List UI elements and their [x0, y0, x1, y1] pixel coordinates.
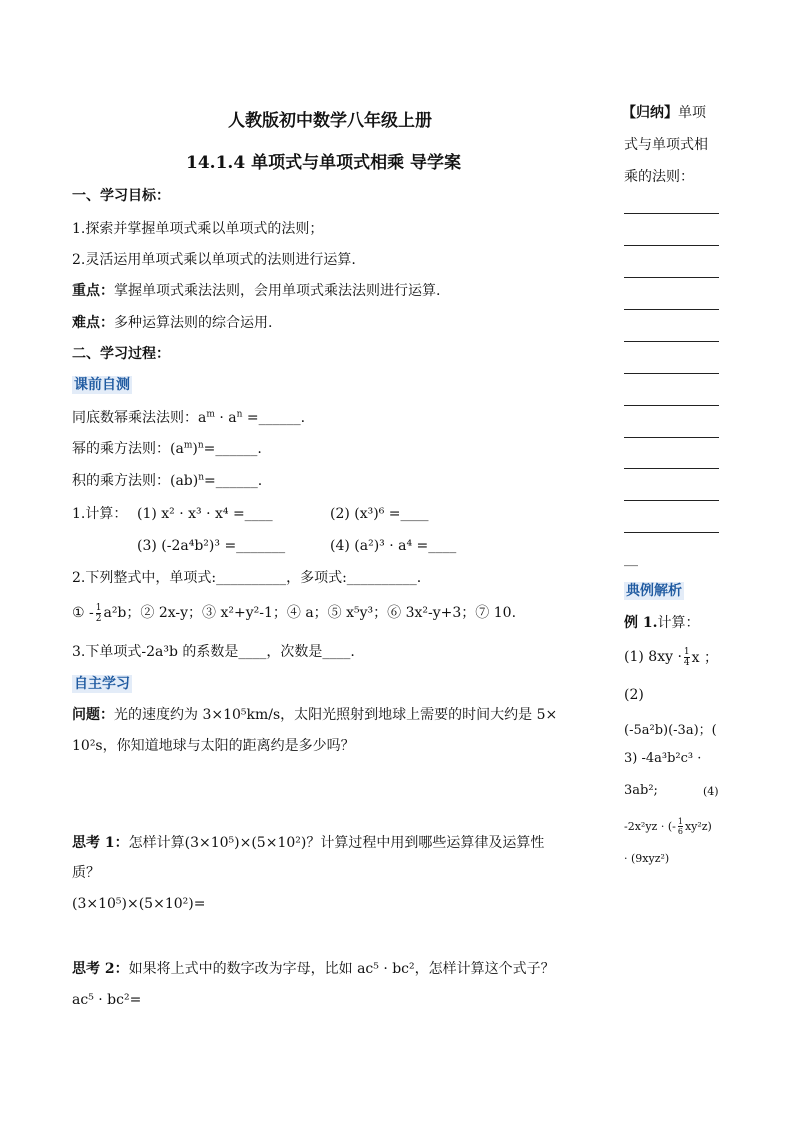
think-2-label: 思考 2：: [72, 961, 129, 977]
key-label: 重点：: [72, 283, 114, 299]
think-1-text-1: 怎样计算(3×10⁵)×(5×10²)？计算过程中用到哪些运算律及运算性: [128, 835, 545, 851]
think-1-label: 思考 1：: [72, 835, 129, 851]
key-point: [72, 284, 440, 298]
question-3: 3.下单项式-2a³b 的系数是____，次数是____.: [72, 644, 355, 660]
think-1-answer: (3×10⁵)×(5×10²)=: [72, 896, 206, 912]
example-2-a: (2): [624, 687, 644, 703]
example-2-b: (-5a²b)(-3a)；(: [624, 723, 717, 738]
calc-1: (1) x² · x³ · x⁴ =____: [137, 506, 273, 522]
page-subtitle: 14.1.4 单项式与单项式相乘 导学案: [186, 153, 461, 173]
rule-1-mid: · a: [214, 410, 237, 426]
answer-line[interactable]: [624, 500, 719, 501]
answer-line[interactable]: [624, 468, 719, 469]
summary-line-2: 式与单项式相: [624, 137, 708, 153]
rule-2-prefix: 幂的乘方法则：(a: [72, 441, 184, 457]
difficulty-point: [72, 316, 272, 330]
question-2-items: [72, 598, 516, 628]
calc-label: 1.计算：: [72, 506, 128, 522]
summary-line-3: 乘的法则：: [624, 169, 694, 185]
example-label: [624, 580, 684, 600]
example-heading-text: 计算：: [657, 615, 700, 631]
fraction-half: $\frac{1}{2}$: [95, 602, 102, 624]
calc-4: (4) (a²)³ · a⁴ =____: [330, 538, 457, 554]
think-2-line: [72, 962, 555, 976]
think-1-line-1: [72, 836, 544, 850]
answer-line[interactable]: [624, 309, 719, 310]
rule-3-prefix: 积的乘方法则：(ab): [72, 473, 199, 489]
example-heading: [624, 612, 700, 632]
q2-item-1-prefix: ① -: [72, 605, 94, 621]
page-title: 人教版初中数学八年级上册: [228, 111, 432, 131]
rule-2-suffix: =______.: [203, 441, 262, 457]
example-1-suffix: x ；: [691, 650, 718, 666]
think-2-text: 如果将上式中的数字改为字母，比如 ac⁵ · bc²，怎样计算这个式子？: [128, 961, 555, 977]
self-study-label-text: 自主学习: [74, 676, 130, 692]
answer-line[interactable]: [624, 213, 719, 214]
difficulty-label: 难点：: [72, 315, 114, 331]
process-heading: 二、学习过程：: [72, 346, 170, 362]
example-3-a: 3) -4a³b²c³ ·: [624, 751, 702, 766]
rule-2: 幂的乘方法则：$(a^m)^n=\_\_\_\_\_\_$.: [72, 440, 262, 457]
summary-text-1: 单项: [678, 105, 706, 121]
answer-line[interactable]: [624, 341, 719, 342]
calc-3: (3) (-2a⁴b²)³ =_______: [137, 538, 286, 554]
fraction-sixth: $\frac{1}{6}$: [677, 816, 683, 836]
rule-3: 积的乘方法则：(ab)$^n$=______.: [72, 472, 263, 489]
rule-1-suffix: =______.: [242, 410, 306, 426]
difficulty-text: 多种运算法则的综合运用.: [114, 315, 273, 331]
goals-heading: 一、学习目标：: [72, 188, 170, 204]
answer-line[interactable]: [624, 373, 719, 374]
example-4-number: (4): [703, 785, 719, 798]
example-1-prefix: (1) 8xy ·: [624, 649, 682, 665]
rule-3-suffix: =______.: [204, 473, 263, 489]
pretest-label-text: 课前自测: [74, 377, 130, 393]
example-4-prefix: -2x²yz · (-: [624, 819, 676, 833]
answer-line[interactable]: [624, 245, 719, 246]
rule-1-prefix: 同底数幂乘法法则：a: [72, 410, 207, 426]
goal-item-1: 1.探索并掌握单项式乘以单项式的法则；: [72, 221, 324, 237]
problem-label: 问题：: [72, 707, 114, 723]
problem-line-2: 10²s，你知道地球与太阳的距离约是多少吗？: [72, 738, 355, 754]
example-4-a: [624, 812, 712, 840]
answer-line[interactable]: [624, 532, 719, 533]
example-1: [624, 640, 718, 674]
think-2-answer: ac⁵ · bc²=: [72, 992, 142, 1008]
example-number: 例 1.: [624, 615, 658, 631]
summary-label: 【归纳】: [622, 105, 678, 121]
goal-item-2: 2.灵活运用单项式乘以单项式的法则进行运算.: [72, 252, 356, 268]
summary-line-1: [622, 102, 706, 122]
q2-items-tail: a²b；② 2x-y；③ x²+y²-1；④ a；⑤ x⁵y³；⑥ 3x²-y+3；⑦ 10.: [103, 605, 517, 621]
problem-text-1: 光的速度约为 3×10⁵km/s，太阳光照射到地球上需要的时间大约是 5×: [114, 707, 558, 723]
rule-1: 同底数幂乘法法则：$a^m \cdot a^n$ =______.: [72, 409, 306, 426]
example-label-text: 典例解析: [626, 583, 682, 599]
problem-line-1: [72, 708, 557, 722]
calc-2: (2) (x³)⁶ =____: [330, 506, 429, 522]
think-1-line-2: 质？: [72, 865, 100, 881]
example-4-b: · (9xyz²): [624, 852, 670, 865]
self-study-label: [72, 677, 132, 691]
answer-line[interactable]: [624, 437, 719, 438]
fraction-quarter: $\frac{1}{4}$: [683, 646, 690, 668]
answer-line[interactable]: [624, 277, 719, 278]
question-2: 2.下列整式中，单项式:__________，多项式:__________.: [72, 570, 422, 586]
example-4-suffix: xy²z): [684, 819, 712, 833]
answer-line-tail: __: [624, 551, 638, 567]
example-3-b: 3ab²;: [624, 783, 658, 798]
pretest-label: [72, 378, 132, 392]
answer-line[interactable]: [624, 405, 719, 406]
key-text: 掌握单项式乘法法则，会用单项式乘法法则进行运算.: [114, 283, 441, 299]
